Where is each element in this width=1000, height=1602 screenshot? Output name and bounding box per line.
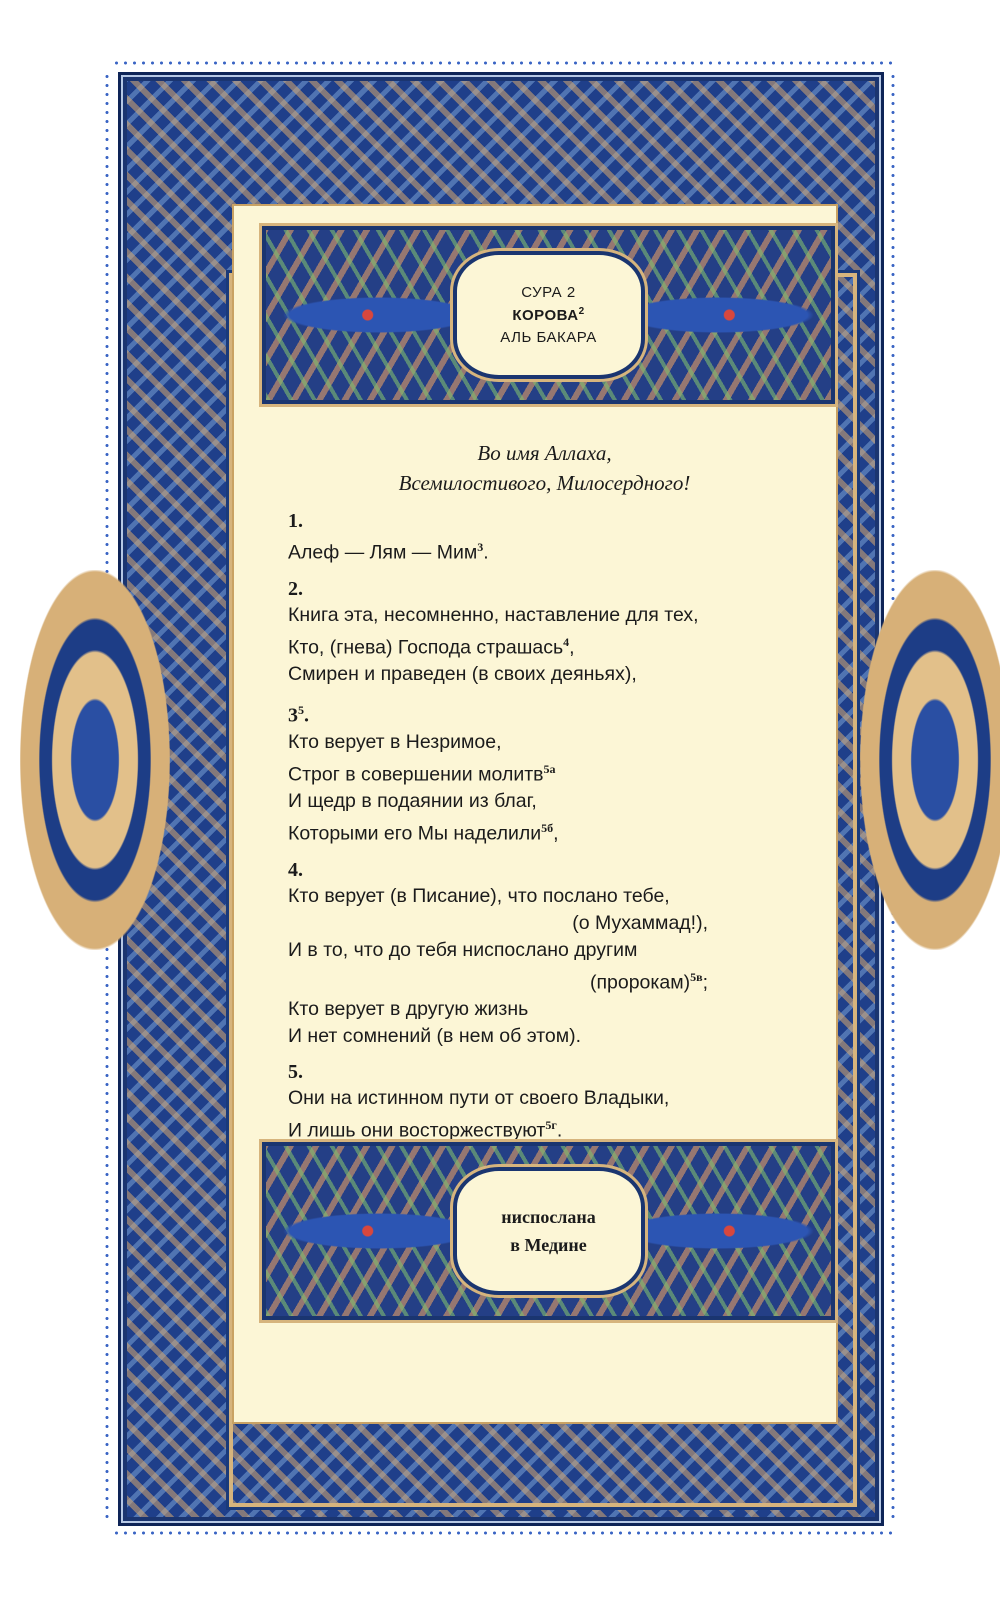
footer-cartouche [453, 1167, 645, 1295]
verse-line [288, 996, 808, 1023]
surah-label: СУРА 2 [521, 284, 576, 301]
verse-number-footnote: 5 [298, 703, 304, 717]
footnote-marker: 4 [563, 634, 570, 649]
verse-line [288, 964, 808, 997]
verse-number [288, 508, 808, 534]
right-side-medallion-ornament [860, 570, 1000, 950]
verse-number [288, 857, 808, 883]
verse-line-text: Кто, (гнева) Господа страшась [288, 636, 564, 658]
footnote-marker: 5г [545, 1118, 557, 1133]
verse-line-text: И в то, что до тебя ниспослано другим [288, 938, 638, 961]
verse-line-text: И щедр в подаянии из благ, [288, 790, 537, 813]
verse-line [288, 1085, 808, 1112]
footnote-marker: 5б [541, 821, 554, 836]
verse-number [288, 697, 808, 729]
footnote-marker: 3 [477, 540, 484, 554]
invocation-line-1: Во имя Аллаха, [477, 441, 612, 465]
verse-line-punctuation: . [556, 1119, 563, 1142]
verse [288, 576, 808, 689]
footer-banner-ornament [262, 1142, 835, 1320]
invocation [262, 438, 827, 498]
verse-line-punctuation: . [483, 541, 489, 564]
verse-line [288, 602, 808, 629]
verse-line [288, 910, 808, 937]
verse [288, 508, 808, 567]
header-banner-ornament [262, 226, 835, 404]
verse [288, 857, 808, 1051]
verse-line-text: Алеф — Лям — Мим [288, 541, 478, 564]
verse-line-text: Которыми его Мы наделили [288, 822, 542, 845]
surah-name [512, 306, 584, 324]
verse-line-text: Смирен и праведен (в своих деяньях), [288, 663, 637, 685]
verse-line [288, 534, 808, 567]
verse-line [288, 815, 808, 848]
verse-number-text: 5. [288, 1061, 303, 1084]
verse-line-text: И нет сомнений (в нем об этом). [288, 1025, 582, 1048]
verse-line-text: Кто верует (в Писание), что послано тебе, [288, 884, 670, 907]
left-side-medallion-ornament [20, 570, 170, 950]
dotted-border-top [112, 60, 892, 66]
verse-line-punctuation: ; [702, 971, 708, 994]
verse [288, 697, 808, 848]
verse-number-text: 3 [288, 704, 298, 727]
verse-line [288, 629, 808, 662]
surah-name-footnote: 2 [578, 306, 585, 317]
verse-line-text: Кто верует в другую жизнь [288, 998, 529, 1021]
invocation-line-2: Всемилостивого, Милосердного! [398, 471, 691, 495]
verse-number-text: 2. [288, 577, 303, 600]
verse-line [288, 1023, 808, 1050]
header-cartouche [453, 251, 645, 379]
verse-line-text: Строг в совершении молитв [288, 763, 544, 786]
revelation-place-line-2: в Медине [510, 1235, 587, 1255]
verse-number [288, 1059, 808, 1085]
surah-name-text: КОРОВА [512, 307, 579, 324]
verse-line-text: (пророкам) [589, 971, 691, 994]
verse-line-text: (о Мухаммад!), [572, 911, 708, 934]
verse-line [288, 937, 808, 964]
verse-number [288, 576, 808, 602]
footnote-marker: 5а [543, 761, 556, 776]
verse-line-text: Кто верует в Незримое, [288, 730, 502, 753]
verse-number-text: 4. [288, 858, 303, 881]
verse-line [288, 883, 808, 910]
verse-line [288, 661, 808, 688]
verse-line [288, 729, 808, 756]
revelation-place-line-1: ниспослана [501, 1207, 596, 1227]
verse-line [288, 788, 808, 815]
verse-line-punctuation: , [569, 636, 575, 658]
verse-line [288, 1112, 808, 1145]
surah-arabic-name: АЛЬ БАКАРА [500, 329, 597, 346]
dotted-border-bottom [112, 1530, 892, 1536]
verse-line-punctuation: , [553, 822, 559, 845]
verse-line-text: Они на истинном пути от своего Владыки, [288, 1087, 670, 1110]
verse-line-text: Книга эта, несомненно, наставление для тех, [288, 603, 699, 626]
verse-line-text: И лишь они восторжествуют [288, 1119, 546, 1142]
verse-number-text: 1. [288, 510, 303, 532]
verse-line [288, 756, 808, 789]
verse [288, 1059, 808, 1145]
verses-list [288, 508, 808, 1154]
footnote-marker: 5в [690, 969, 703, 984]
verse-number-end: . [304, 704, 309, 727]
